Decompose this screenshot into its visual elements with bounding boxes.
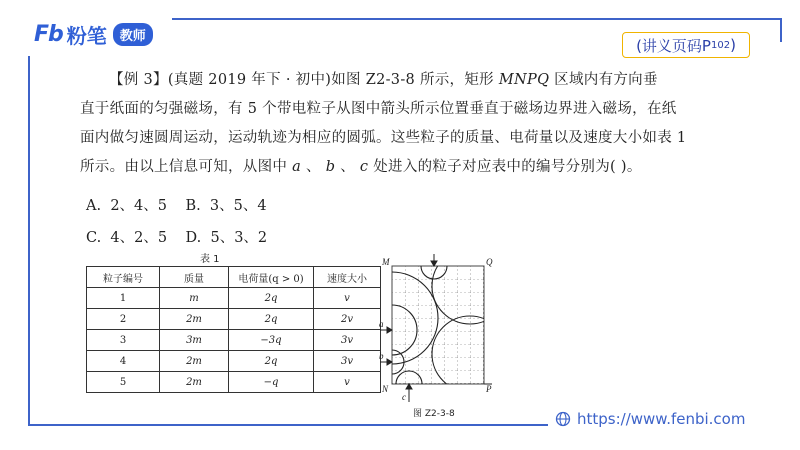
frame-bottom-line — [28, 424, 548, 426]
table-row — [87, 288, 381, 309]
logo-badge: 教师 — [113, 23, 153, 46]
label-p: P — [486, 384, 492, 394]
option-c[interactable] — [86, 230, 167, 246]
frame-left-line — [28, 56, 30, 426]
table-cell: 2m — [160, 309, 229, 330]
var-b: b — [325, 159, 336, 175]
option-d[interactable] — [186, 230, 268, 246]
question-line-4-prefix: 所示。由以上信息可知，从图中 — [80, 159, 293, 175]
table-cell: 2 — [87, 309, 160, 330]
page-reference — [622, 32, 750, 58]
table-header: 粒子编号 — [87, 267, 160, 288]
page-ref-label: (讲义页码P — [636, 36, 711, 55]
table-row — [87, 330, 381, 351]
option-row-1 — [86, 190, 267, 222]
table-cell: m — [160, 288, 229, 309]
option-b[interactable] — [185, 198, 266, 214]
option-c-letter: C. — [86, 230, 102, 246]
globe-icon — [555, 411, 571, 427]
question-line-1 — [80, 66, 770, 95]
question-line-1-prefix: 【例 3】(真题 2019 年下 · 初中)如图 Z2-3-8 所示，矩形 — [109, 72, 499, 88]
option-b-letter: B. — [185, 198, 201, 214]
table-cell: 4 — [87, 351, 160, 372]
var-a: a — [292, 159, 302, 175]
var-c: c — [359, 159, 369, 175]
table-cell: 3 — [87, 330, 160, 351]
table-row — [87, 372, 381, 393]
page-ref-close: ) — [730, 36, 736, 54]
var-mnpq: MNPQ — [498, 72, 550, 88]
table-cell: 2q — [229, 309, 314, 330]
label-c: c — [402, 392, 406, 402]
frame-top-line — [172, 18, 782, 20]
table-cell: 2v — [314, 309, 381, 330]
table-row — [87, 309, 381, 330]
table-cell: v — [314, 372, 381, 393]
table-cell: 1 — [87, 288, 160, 309]
table-cell: v — [314, 288, 381, 309]
option-a-letter: A. — [86, 198, 102, 214]
label-m: M — [382, 257, 390, 267]
question-line-2: 直于纸面的匀强磁场，有 5 个带电粒子从图中箭头所示位置垂直于磁场边界进入磁场，在纸 — [80, 101, 677, 117]
table-header-row — [87, 267, 381, 288]
frame-right-line — [780, 18, 782, 42]
answer-options — [86, 190, 267, 254]
option-row-2 — [86, 222, 267, 254]
brand-logo — [34, 20, 153, 49]
figure-caption: 图 Z2-3-8 — [413, 409, 455, 419]
table-cell: 3m — [160, 330, 229, 351]
table-cell: 3v — [314, 330, 381, 351]
table-caption: 表 1 — [200, 254, 220, 265]
label-a: a — [379, 319, 384, 329]
option-d-text: 5、3、2 — [210, 230, 268, 246]
table-header: 质量 — [160, 267, 229, 288]
table-header: 速度大小 — [314, 267, 381, 288]
label-b: b — [379, 351, 384, 361]
option-a[interactable] — [86, 198, 167, 214]
table-cell: −3q — [229, 330, 314, 351]
particle-table — [86, 266, 381, 393]
question-line-3: 面内做匀速圆周运动，运动轨迹为相应的圆弧。这些粒子的质量、电荷量以及速度大小如表 1 — [80, 130, 687, 146]
option-c-text: 4、2、5 — [110, 230, 168, 246]
option-a-text: 2、4、5 — [110, 198, 167, 214]
table-cell: 2m — [160, 372, 229, 393]
page-ref-number: 102 — [710, 39, 731, 51]
table-header: 电荷量(q > 0) — [229, 267, 314, 288]
separator-1: 、 — [301, 159, 326, 175]
table-cell: −q — [229, 372, 314, 393]
logo-name: 粉笔 — [66, 24, 107, 48]
question-line-1-suffix: 区域内有方向垂 — [549, 72, 658, 88]
question-line-4-suffix: 处进入的粒子对应表中的编号分别为( )。 — [368, 159, 642, 175]
question-text — [80, 66, 770, 182]
label-q: Q — [486, 257, 493, 267]
table-row — [87, 351, 381, 372]
table-cell: 2q — [229, 351, 314, 372]
question-line-4 — [80, 153, 770, 182]
option-b-text: 3、5、4 — [209, 198, 267, 214]
option-d-letter: D. — [185, 230, 202, 246]
table-cell: 5 — [87, 372, 160, 393]
separator-2: 、 — [335, 159, 360, 175]
site-footer[interactable] — [555, 410, 745, 428]
label-n: N — [382, 384, 389, 394]
logo-mark: Fb — [34, 22, 63, 47]
table-cell: 3v — [314, 351, 381, 372]
table-cell: 2q — [229, 288, 314, 309]
table-cell: 2m — [160, 351, 229, 372]
site-url[interactable]: https://www.fenbi.com — [577, 410, 746, 428]
magnetic-field-figure — [378, 254, 500, 414]
